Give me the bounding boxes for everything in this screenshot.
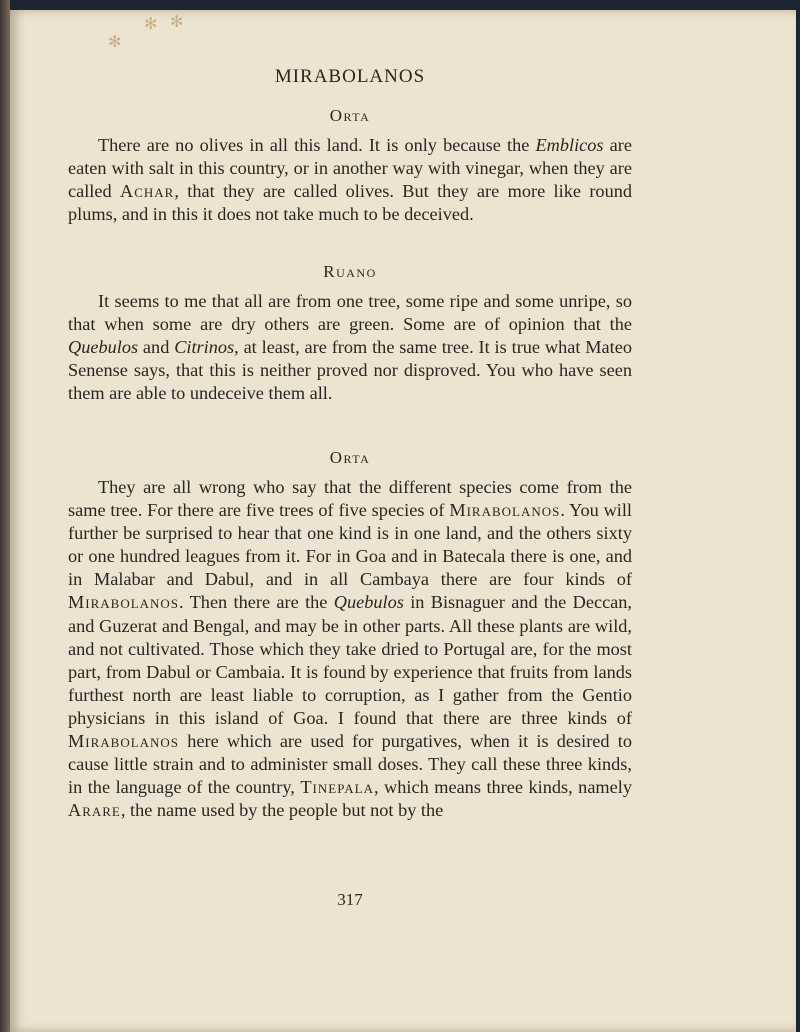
running-title: MIRABOLANOS	[274, 66, 426, 87]
text-run: They are all wrong who say that the different species come from the same tree. For there are five trees of five species of	[68, 477, 632, 521]
text-run: There are no olives in all this land. It is only because the	[98, 135, 536, 155]
italic-term: Citrinos	[174, 337, 235, 358]
text-run: . You will further be surprised to hear that one kind is in one land, and the others sixty or one hundred leagues from it. For in Goa and in Batecala there is one, and in Malabar and Dabul, and in all Cambaya there are four kinds of	[68, 500, 633, 590]
paragraph-1	[68, 134, 632, 226]
small-caps-term: Mirabolanos	[449, 500, 561, 521]
text-run: , which means three kinds, namely	[373, 777, 632, 798]
text-run: , at least, are from the same tree. It is true what Mateo Senense says, that this is neither proved nor disproved. You who have seen them are able to undeceive them all.	[68, 337, 632, 404]
foxing-stain: ✻	[144, 14, 158, 33]
book-page	[10, 10, 796, 1032]
small-caps-term: Mirabolanos	[68, 592, 180, 613]
book-spine-shadow	[0, 0, 10, 1032]
small-caps-term: Tinepala	[300, 777, 374, 798]
text-run: . Then there are the	[179, 592, 334, 613]
text-run: in Bisnaguer and the Deccan, and Guzerat and Bengal, and may be in other parts. All these plants are wild, and not cultivated. Those which they take dried to Portugal are, for the most part, from Dabul or Cambaia. It is found by experience that fruits from lands furthest north are least liable to corruption, as I gather from the Gentio physicians in this island of Goa. I found that there are three kinds of	[68, 592, 633, 728]
text-run: here which are used for purgatives, when it is desired to cause little strain and to administer small doses. They call these three kinds, in the language of the country,	[68, 731, 632, 798]
foxing-stain: ✻	[170, 12, 184, 31]
page-number: 317	[337, 890, 363, 909]
small-caps-term: Mirabolanos	[68, 731, 180, 752]
paragraph-2	[68, 290, 632, 405]
text-run: , that they are called olives. But they are more like round plums, and in this it does not take much to be deceived.	[68, 181, 632, 225]
paragraph-3	[68, 476, 632, 822]
italic-term: Quebulos	[333, 592, 404, 613]
small-caps-term: Achar	[120, 181, 175, 202]
speaker-heading-ruano: Ruano	[323, 262, 377, 281]
small-caps-term: Arare	[68, 800, 121, 821]
speaker-heading-orta: Orta	[329, 106, 371, 125]
text-run: are eaten with salt in this country, or in another way with vinegar, when they are called	[68, 135, 632, 202]
text-run: , the name used by the people but not by the	[120, 800, 444, 821]
speaker-heading-orta-2: Orta	[329, 448, 371, 467]
text-run: It seems to me that all are from one tree, some ripe and some unripe, so that when some are dry others are green. Some are of opinion that the	[68, 291, 632, 335]
foxing-stain: ✻	[108, 32, 122, 51]
italic-term: Quebulos	[68, 337, 139, 358]
italic-term: Emblicos	[535, 135, 604, 155]
text-run: and	[138, 337, 175, 358]
